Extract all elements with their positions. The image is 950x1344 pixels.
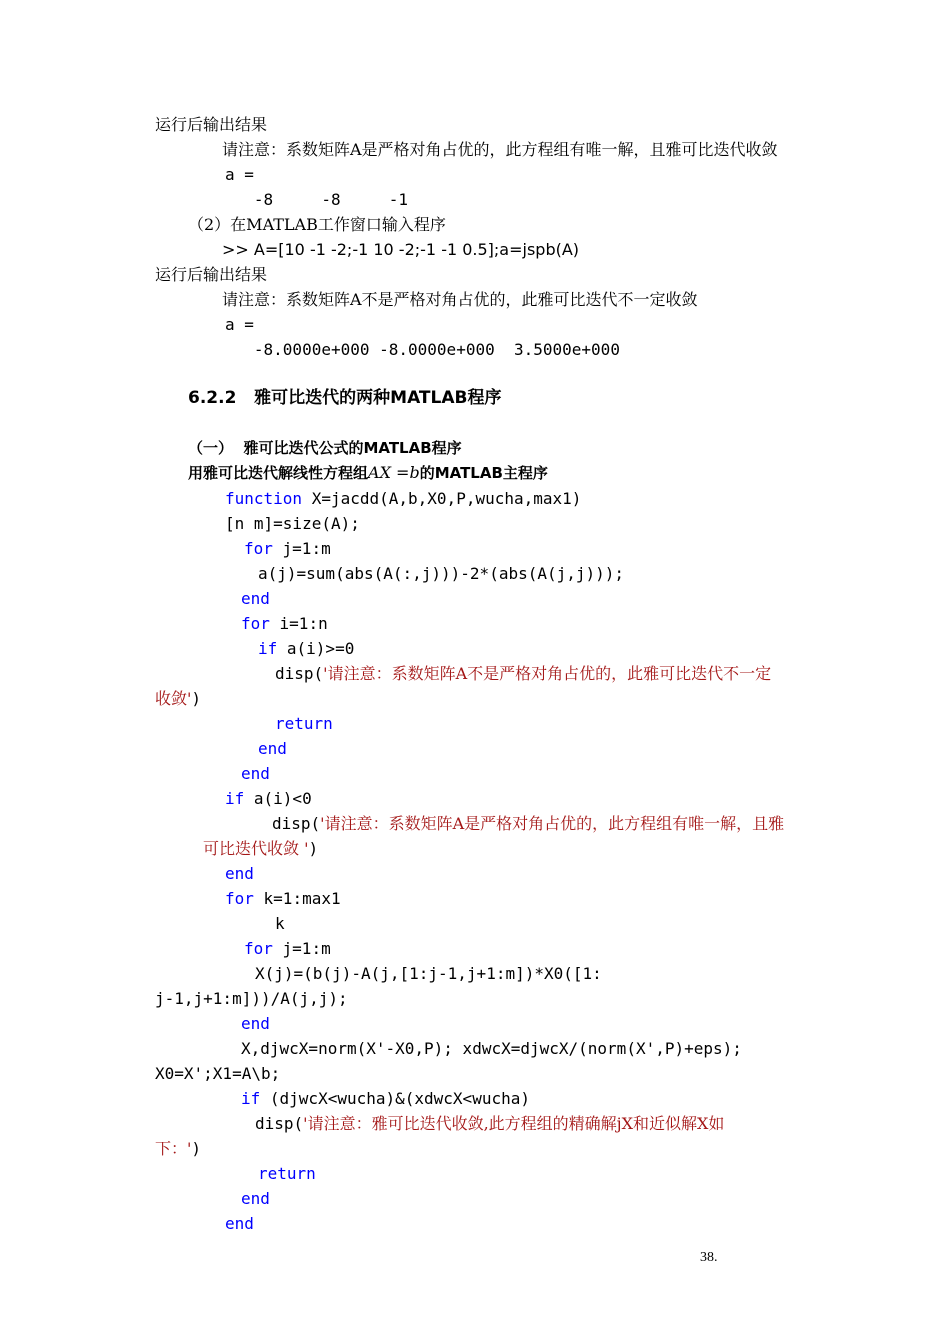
code-text: disp( bbox=[255, 1114, 304, 1133]
code-line bbox=[272, 811, 784, 836]
code-line bbox=[258, 636, 354, 661]
code-text: ) bbox=[308, 839, 319, 858]
code-line bbox=[244, 536, 331, 561]
code-keyword: if bbox=[241, 1089, 261, 1108]
equation: AX =b bbox=[368, 463, 420, 482]
code-line bbox=[155, 1136, 201, 1161]
section-title: 雅可比迭代的两种MATLAB程序 bbox=[254, 388, 502, 408]
code-keyword: end bbox=[241, 589, 270, 608]
code-string: 下：' bbox=[155, 1139, 192, 1158]
notice-text: 请注意：系数矩阵A是严格对角占优的，此方程组有唯一解，且雅可比迭代收敛 bbox=[222, 140, 778, 159]
code-keyword: if bbox=[225, 789, 245, 808]
code-keyword: end bbox=[241, 764, 270, 783]
code-string: '请注意：系数矩阵A是严格对角占优的，此方程组有唯一解，且雅 bbox=[320, 814, 785, 833]
code-keyword: return bbox=[275, 714, 333, 733]
code-line bbox=[155, 686, 201, 711]
section-heading bbox=[188, 386, 501, 411]
code-keyword: end bbox=[258, 739, 287, 758]
intro-suffix: 的MATLAB主程序 bbox=[419, 464, 548, 482]
code-text: k=1:max1 bbox=[253, 889, 341, 908]
code-text: a(i)<0 bbox=[244, 789, 312, 808]
code-keyword: for bbox=[225, 889, 254, 908]
notice-text: 请注意：系数矩阵A不是严格对角占优的，此雅可比迭代不一定收敛 bbox=[222, 290, 698, 309]
page-number: 38. bbox=[700, 1250, 718, 1265]
output-label: a = bbox=[225, 315, 254, 334]
code-line: j-1,j+1:m]))/A(j,j); bbox=[155, 989, 348, 1008]
output-values: -8.0000e+000 -8.0000e+000 3.5000e+000 bbox=[225, 340, 620, 359]
code-line: [n m]=size(A); bbox=[225, 514, 360, 533]
code-line: k bbox=[275, 914, 285, 933]
output-label: a = bbox=[225, 165, 254, 184]
code-keyword: for bbox=[244, 539, 273, 558]
code-keyword: end bbox=[225, 864, 254, 883]
code-keyword: return bbox=[258, 1164, 316, 1183]
code-string: '请注意：雅可比迭代收敛,此方程组的精确解jX和近似解X如 bbox=[303, 1114, 725, 1133]
intro-line bbox=[188, 460, 548, 485]
code-text: a(i)>=0 bbox=[277, 639, 355, 658]
code-line: X(j)=(b(j)-A(j,[1:j-1,j+1:m])*X0([1: bbox=[255, 964, 602, 983]
code-text: X=jacdd(A,b,X0,P,wucha,max1) bbox=[302, 489, 582, 508]
code-line bbox=[275, 661, 771, 686]
result-label: 运行后输出结果 bbox=[155, 115, 268, 134]
code-string: 收敛' bbox=[155, 689, 192, 708]
command-line: >> A=[10 -1 -2;-1 10 -2;-1 -1 0.5];a=jspb(A) bbox=[222, 240, 580, 259]
code-text: disp( bbox=[272, 814, 321, 833]
code-keyword: for bbox=[244, 939, 273, 958]
code-text: i=1:n bbox=[269, 614, 328, 633]
code-string: 可比迭代收敛 ' bbox=[203, 839, 309, 858]
intro-prefix: 用雅可比迭代解线性方程组 bbox=[188, 464, 369, 482]
code-line bbox=[225, 486, 581, 511]
code-line bbox=[203, 836, 318, 861]
code-line bbox=[241, 611, 328, 636]
section-number: 6.2.2 bbox=[188, 388, 237, 408]
code-keyword: end bbox=[241, 1014, 270, 1033]
output-values: -8 -8 -1 bbox=[225, 190, 409, 209]
step-text: （2）在MATLAB工作窗口输入程序 bbox=[188, 215, 446, 234]
code-text: ) bbox=[191, 1139, 202, 1158]
code-text: (djwcX<wucha)&(xdwcX<wucha) bbox=[260, 1089, 530, 1108]
code-keyword: if bbox=[258, 639, 278, 658]
code-line bbox=[255, 1111, 724, 1136]
code-string: '请注意：系数矩阵A不是严格对角占优的，此雅可比迭代不一定 bbox=[323, 664, 772, 683]
code-keyword: function bbox=[225, 489, 303, 508]
subsection-heading: （一） 雅可比迭代公式的MATLAB程序 bbox=[188, 439, 462, 457]
code-line: X,djwcX=norm(X'-X0,P); xdwcX=djwcX/(norm(X',P)+eps); bbox=[241, 1039, 742, 1058]
code-keyword: for bbox=[241, 614, 270, 633]
code-line bbox=[225, 886, 341, 911]
code-text: disp( bbox=[275, 664, 324, 683]
code-line: a(j)=sum(abs(A(:,j)))-2*(abs(A(j,j))); bbox=[258, 564, 625, 583]
result-label: 运行后输出结果 bbox=[155, 265, 268, 284]
code-text: j=1:m bbox=[272, 539, 331, 558]
code-line bbox=[225, 786, 312, 811]
code-line bbox=[244, 936, 331, 961]
code-line bbox=[241, 1086, 530, 1111]
code-keyword: end bbox=[225, 1214, 254, 1233]
code-text: ) bbox=[191, 689, 202, 708]
code-keyword: end bbox=[241, 1189, 270, 1208]
code-line: X0=X';X1=A\b; bbox=[155, 1064, 281, 1083]
code-text: j=1:m bbox=[272, 939, 331, 958]
